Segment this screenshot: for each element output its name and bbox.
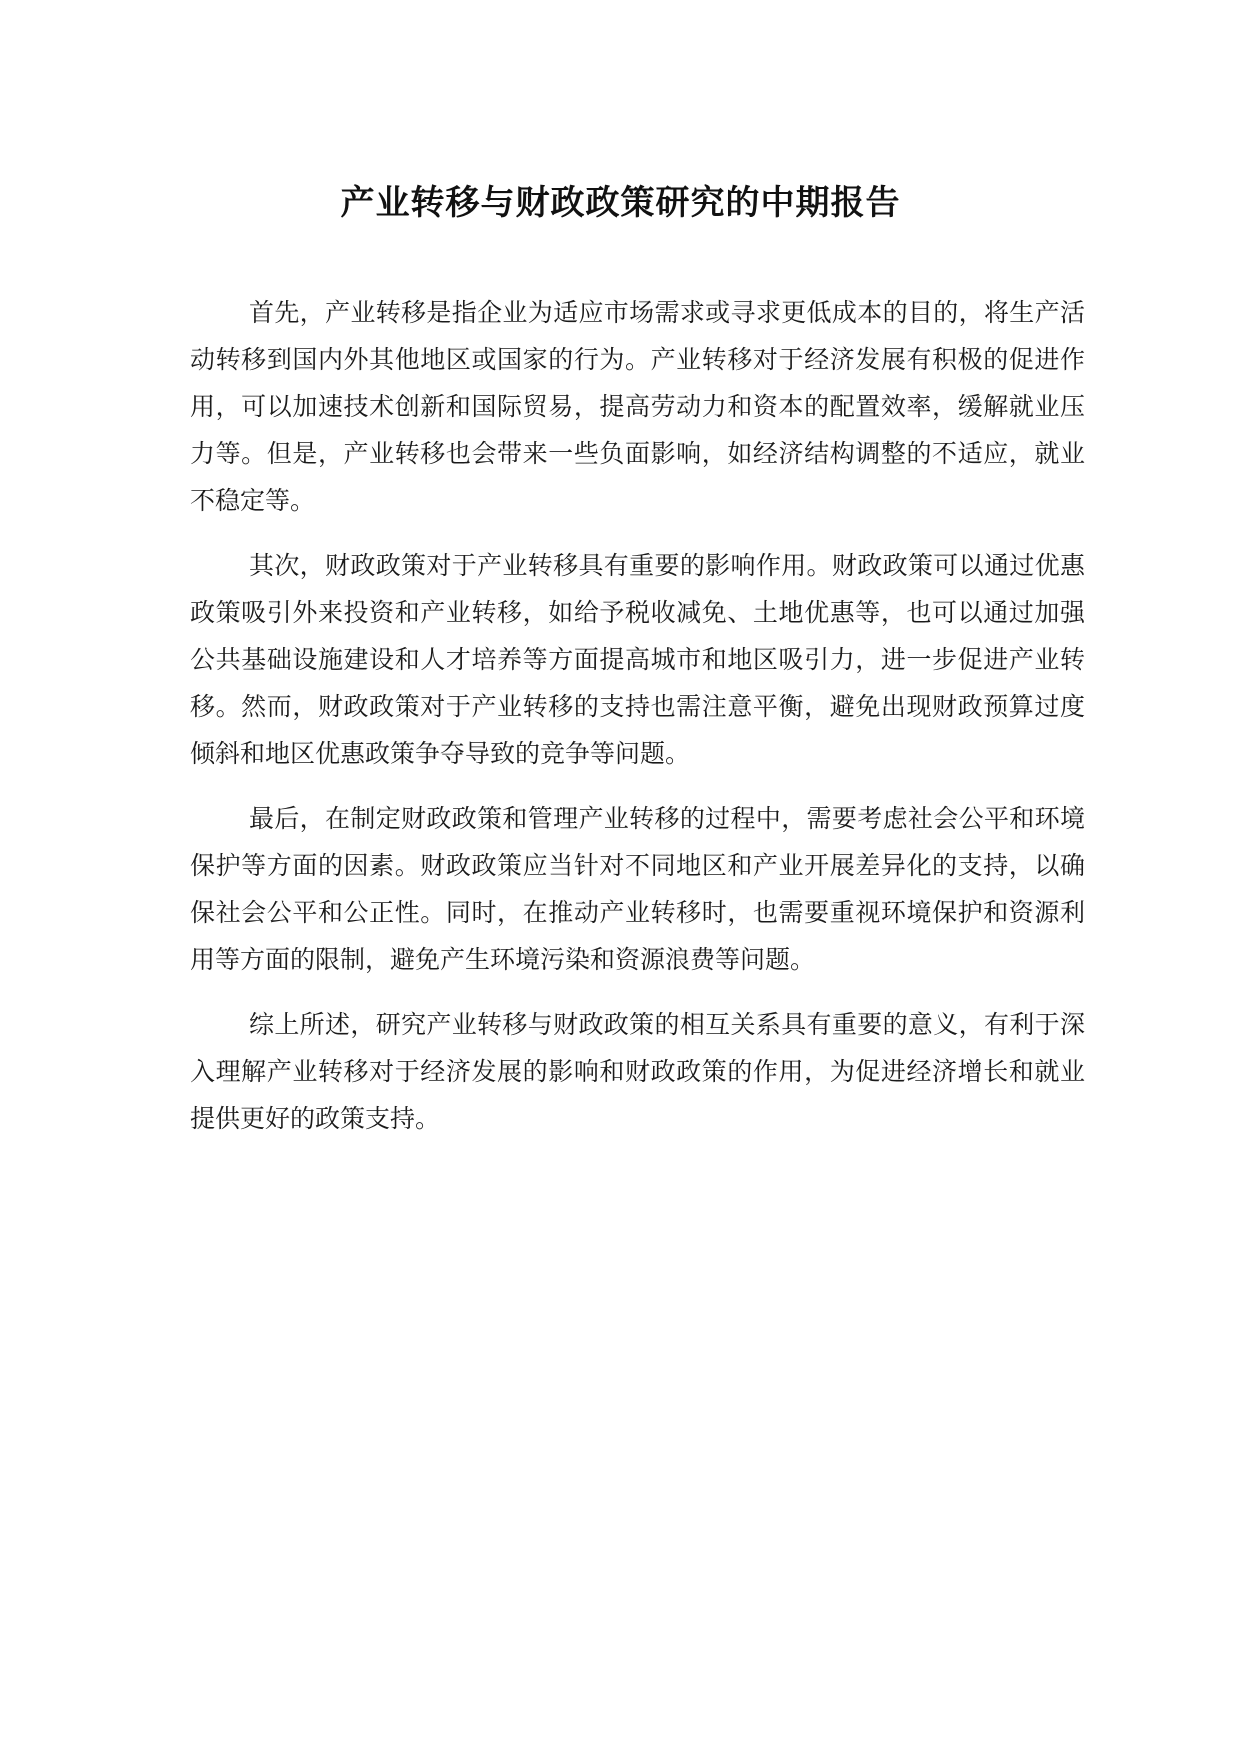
paragraph-2: 其次，财政政策对于产业转移具有重要的影响作用。财政政策可以通过优惠政策吸引外来投资和产业转移，如给予税收减免、土地优惠等，也可以通过加强公共基础设施建设和人才培养等方面提高城市和地区吸引力，进一步促进产业转移。然而，财政政策对于产业转移的支持也需注意平衡，避免出现财政预算过度倾斜和地区优惠政策争夺导致的竞争等问题。 <box>190 551 1085 768</box>
document-body <box>190 289 1085 1160</box>
document-title: 产业转移与财政政策研究的中期报告 <box>340 183 901 223</box>
paragraph-1: 首先，产业转移是指企业为适应市场需求或寻求更低成本的目的，将生产活动转移到国内外其他地区或国家的行为。产业转移对于经济发展有积极的促进作用，可以加速技术创新和国际贸易，提高劳动力和资本的配置效率，缓解就业压力等。但是，产业转移也会带来一些负面影响，如经济结构调整的不适应，就业不稳定等。 <box>190 298 1085 515</box>
paragraph-4: 综上所述，研究产业转移与财政政策的相互关系具有重要的意义，有利于深入理解产业转移对于经济发展的影响和财政政策的作用，为促进经济增长和就业提供更好的政策支持。 <box>190 1010 1085 1133</box>
paragraph-3: 最后，在制定财政政策和管理产业转移的过程中，需要考虑社会公平和环境保护等方面的因素。财政政策应当针对不同地区和产业开展差异化的支持，以确保社会公平和公正性。同时，在推动产业转移时，也需要重视环境保护和资源利用等方面的限制，避免产生环境污染和资源浪费等问题。 <box>190 804 1085 974</box>
